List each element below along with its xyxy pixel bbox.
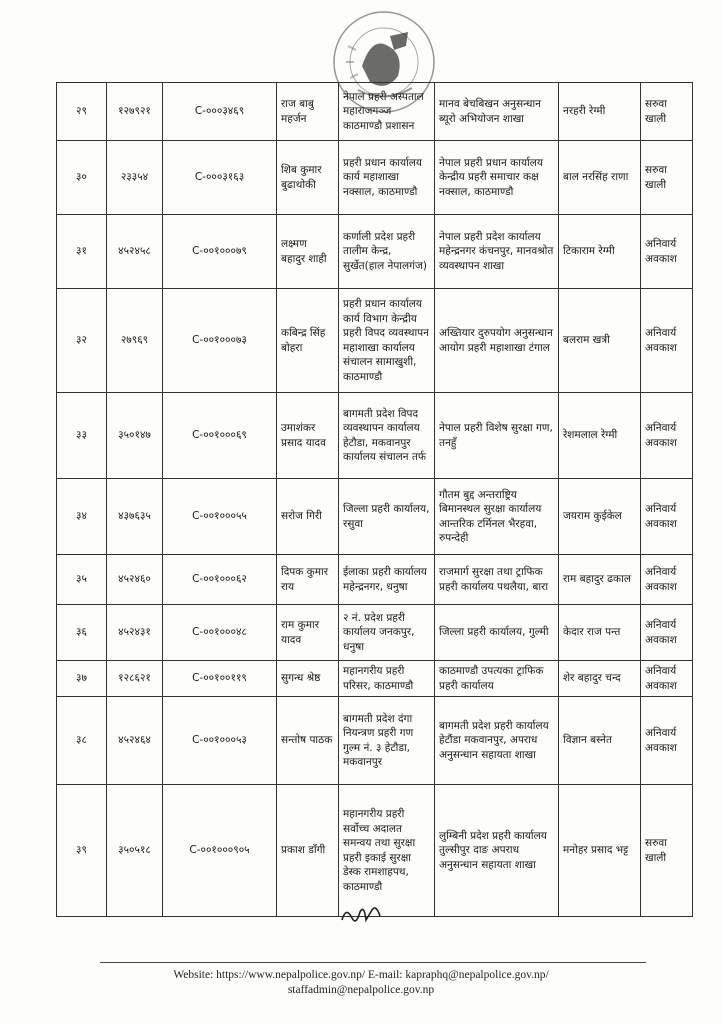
employee-id-cell: २३३५४	[107, 141, 163, 215]
serial-number-cell: ३७	[57, 661, 107, 697]
officer-name-cell: सरोज गिरी	[277, 479, 339, 555]
new-office-cell: राजमार्ग सुरक्षा तथा ट्राफिक प्रहरी कार्यालय पथलैया, बारा	[435, 555, 559, 605]
officer-name-cell: राम कुमार यादव	[277, 605, 339, 661]
table-row	[57, 697, 693, 785]
remark-cell: अनिवार्य अवकाश	[641, 661, 693, 697]
table-row	[57, 141, 693, 215]
transfer-roster-table	[56, 82, 693, 917]
table-row	[57, 785, 693, 917]
remark-cell: अनिवार्य अवकाश	[641, 289, 693, 393]
new-office-cell: काठमाण्डौ उपत्यका ट्राफिक प्रहरी कार्यालय	[435, 661, 559, 697]
replacement-officer-cell: बाल नरसिंह राणा	[559, 141, 641, 215]
employee-id-cell: १२८६२१	[107, 661, 163, 697]
replacement-officer-cell: बलराम खत्री	[559, 289, 641, 393]
replacement-officer-cell: जयराम कुईकेल	[559, 479, 641, 555]
current-office-cell: बागमती प्रदेश विपद व्यवस्थापन कार्यालय हेटौडा, मकवानपुर कार्यालय संचालन तर्फ	[339, 393, 435, 479]
new-office-cell: जिल्ला प्रहरी कार्यालय, गुल्मी	[435, 605, 559, 661]
officer-name-cell: उमाशंकर प्रसाद यादव	[277, 393, 339, 479]
replacement-officer-cell: नरहरी रेग्मी	[559, 83, 641, 141]
officer-name-cell: सुगन्ध श्रेष्ठ	[277, 661, 339, 697]
replacement-officer-cell: विज्ञान बस्नेत	[559, 697, 641, 785]
officer-name-cell: राज बाबु महर्जन	[277, 83, 339, 141]
remark-cell: अनिवार्य अवकाश	[641, 479, 693, 555]
replacement-officer-cell: राम बहादुर ढकाल	[559, 555, 641, 605]
employee-id-cell: ३५०५१८	[107, 785, 163, 917]
footer-email-line: staffadmin@nepalpolice.gov.np	[287, 984, 435, 996]
employee-code-cell: C-००१०००९०५	[163, 785, 277, 917]
remark-cell: अनिवार्य अवकाश	[641, 605, 693, 661]
employee-id-cell: ४५२४३१	[107, 605, 163, 661]
table-row	[57, 83, 693, 141]
table-row	[57, 555, 693, 605]
table-row	[57, 479, 693, 555]
current-office-cell: बागमती प्रदेश दंगा नियन्त्रण प्रहरी गण गुल्म नं. ३ हेटौडा, मकवानपुर	[339, 697, 435, 785]
new-office-cell: मानव बेचबिखन अनुसन्धान ब्यूरो अभियोजन शाखा	[435, 83, 559, 141]
current-office-cell: महानगरीय प्रहरी सर्वोच्च अदालत समन्वय तथा सुरक्षा प्रहरी इकाई सुरक्षा डेस्क रामशाहपथ, काठमाण्डौ	[339, 785, 435, 917]
new-office-cell: नेपाल प्रहरी प्रधान कार्यालय केन्द्रीय प्रहरी समाचार कक्ष नक्साल, काठमाण्डौ	[435, 141, 559, 215]
employee-id-cell: ४३७६३५	[107, 479, 163, 555]
employee-code-cell: C-००१०००५५	[163, 479, 277, 555]
current-office-cell: ईलाका प्रहरी कार्यालय महेन्द्रनगर, धनुषा	[339, 555, 435, 605]
employee-id-cell: ४५२४६४	[107, 697, 163, 785]
serial-number-cell: ३९	[57, 785, 107, 917]
employee-code-cell: C-००१०००७३	[163, 289, 277, 393]
new-office-cell: गौतम बुद्द अन्तराष्ट्रिय बिमानस्थल सुरक्षा कार्यालय आन्तरिक टर्मिनल भैरहवा, रुपन्देही	[435, 479, 559, 555]
new-office-cell: लुम्बिनी प्रदेश प्रहरी कार्यालय तुल्सीपुर दाङ अपराध अनुसन्धान सहायता शाखा	[435, 785, 559, 917]
current-office-cell: जिल्ला प्रहरी कार्यालय, रसुवा	[339, 479, 435, 555]
footer-contact-line: Website: https://www.nepalpolice.gov.np/ E-mail: kapraphq@nepalpolice.gov.np/	[173, 969, 549, 981]
current-office-cell: नेपाल प्रहरी अस्पताल महाराजगञ्ज काठमाण्डौ प्रशासन	[339, 83, 435, 141]
current-office-cell: प्रहरी प्रधान कार्यालय कार्य महाशाखा नक्साल, काठमाण्डौ	[339, 141, 435, 215]
replacement-officer-cell: शेर बहादुर चन्द	[559, 661, 641, 697]
table-row	[57, 215, 693, 289]
officer-name-cell: दिपक कुमार राय	[277, 555, 339, 605]
page-footer	[0, 968, 722, 998]
table-row	[57, 393, 693, 479]
employee-code-cell: C-०००३१६३	[163, 141, 277, 215]
employee-code-cell: C-००१०००६२	[163, 555, 277, 605]
serial-number-cell: ३३	[57, 393, 107, 479]
serial-number-cell: ३५	[57, 555, 107, 605]
table-row	[57, 661, 693, 697]
officer-name-cell: लक्ष्मण बहादुर शाही	[277, 215, 339, 289]
serial-number-cell: ३०	[57, 141, 107, 215]
serial-number-cell: ३२	[57, 289, 107, 393]
officer-name-cell: शिब कुमार बुढाथोकी	[277, 141, 339, 215]
new-office-cell: अख्तियार दुरुपयोग अनुसन्धान आयोग प्रहरी महाशाखा टंगाल	[435, 289, 559, 393]
employee-id-cell: ३५०१४७	[107, 393, 163, 479]
employee-code-cell: C-००१०००४८	[163, 605, 277, 661]
officer-name-cell: प्रकाश डाँगी	[277, 785, 339, 917]
table-row	[57, 289, 693, 393]
remark-cell: अनिवार्य अवकाश	[641, 555, 693, 605]
employee-code-cell: C-००१०००६९	[163, 393, 277, 479]
remark-cell: सरुवा खाली	[641, 785, 693, 917]
remark-cell: अनिवार्य अवकाश	[641, 393, 693, 479]
serial-number-cell: २९	[57, 83, 107, 141]
remark-cell: सरुवा खाली	[641, 83, 693, 141]
replacement-officer-cell: रेशमलाल रेग्मी	[559, 393, 641, 479]
current-office-cell: महानगरीय प्रहरी परिसर, काठमाण्डौ	[339, 661, 435, 697]
new-office-cell: नेपाल प्रहरी प्रदेश कार्यालय महेन्द्रनगर कंचनपुर, मानवश्रोत व्यवस्थापन शाखा	[435, 215, 559, 289]
remark-cell: अनिवार्य अवकाश	[641, 697, 693, 785]
employee-code-cell: C-००१००११९	[163, 661, 277, 697]
table-row	[57, 605, 693, 661]
serial-number-cell: ३१	[57, 215, 107, 289]
roster-body	[57, 83, 693, 917]
serial-number-cell: ३६	[57, 605, 107, 661]
employee-id-cell: १२७९२१	[107, 83, 163, 141]
employee-code-cell: C-००१०००७९	[163, 215, 277, 289]
new-office-cell: बागमती प्रदेश प्रहरी कार्यालय हेटौंडा मकवानपुर, अपराध अनुसन्धान सहायता शाखा	[435, 697, 559, 785]
serial-number-cell: ३८	[57, 697, 107, 785]
replacement-officer-cell: मनोहर प्रसाद भट्ट	[559, 785, 641, 917]
officer-name-cell: सन्तोष पाठक	[277, 697, 339, 785]
employee-code-cell: C-००१०००५३	[163, 697, 277, 785]
remark-cell: सरुवा खाली	[641, 141, 693, 215]
employee-code-cell: C-०००३४६९	[163, 83, 277, 141]
current-office-cell: २ नं. प्रदेश प्रहरी कार्यालय जनकपुर, धनुषा	[339, 605, 435, 661]
handwritten-signature	[338, 900, 386, 930]
footer-divider	[100, 962, 646, 963]
new-office-cell: नेपाल प्रहरी विशेष सुरक्षा गण, तनहुँ	[435, 393, 559, 479]
current-office-cell: प्रहरी प्रधान कार्यालय कार्य विभाग केन्द्रीय प्रहरी विपद व्यवस्थापन महाशाखा कार्यालय संचालन सामाखुशी, काठमाण्डौ	[339, 289, 435, 393]
replacement-officer-cell: केदार राज पन्त	[559, 605, 641, 661]
officer-name-cell: कबिन्द्र सिंह बोहरा	[277, 289, 339, 393]
employee-id-cell: ४५२४६०	[107, 555, 163, 605]
employee-id-cell: २७९६९	[107, 289, 163, 393]
replacement-officer-cell: टिकाराम रेग्मी	[559, 215, 641, 289]
remark-cell: अनिवार्य अवकाश	[641, 215, 693, 289]
employee-id-cell: ४५२४५८	[107, 215, 163, 289]
serial-number-cell: ३४	[57, 479, 107, 555]
current-office-cell: कर्णाली प्रदेश प्रहरी तालीम केन्द्र, सुर्खेत(हाल नेपालगंज)	[339, 215, 435, 289]
